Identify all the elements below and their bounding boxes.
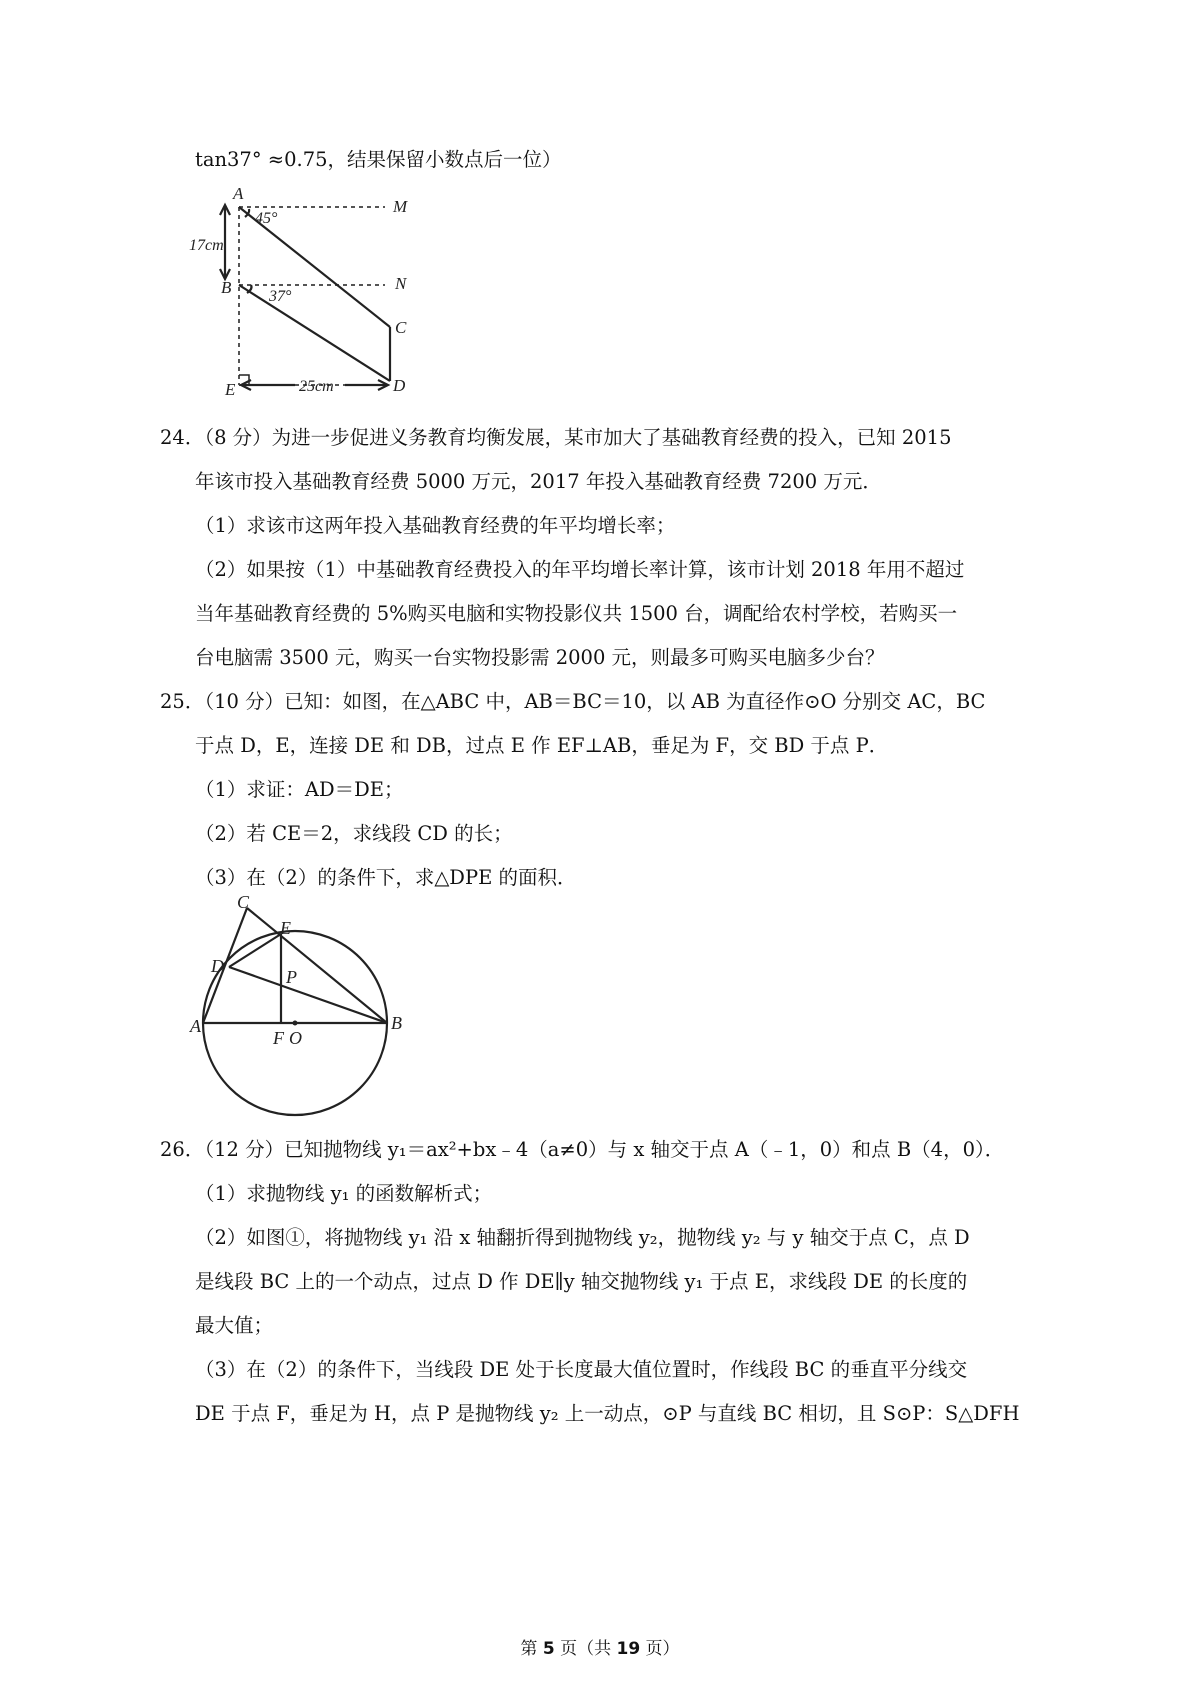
center-point-o <box>293 1021 298 1026</box>
footer-suffix: 页） <box>640 1639 680 1659</box>
label-d: D <box>393 376 406 395</box>
height-label: 17cm <box>189 237 224 254</box>
q25-sub-1: （1）求证：AD＝DE； <box>195 778 404 801</box>
q25-sub-2: （2）若 CE＝2，求线段 CD 的长； <box>195 822 513 845</box>
q24-sub-2-line-3: 台电脑需 3500 元，购买一台实物投影需 2000 元，则最多可购买电脑多少台？ <box>195 646 885 669</box>
footer-mid: 页（共 <box>554 1639 617 1659</box>
q25-sub-3: （3）在（2）的条件下，求△DPE 的面积． <box>195 866 577 889</box>
label-f: F <box>273 1028 284 1048</box>
top-line: tan37° ≈0.75，结果保留小数点后一位） <box>195 148 562 171</box>
q26-sub-3-line-1: （3）在（2）的条件下，当线段 DE 处于长度最大值位置时，作线段 BC 的垂直平分线交 <box>195 1358 968 1381</box>
figure-2-circle-diagram <box>185 888 415 1123</box>
q26-sub-2-line-3: 最大值； <box>195 1314 274 1337</box>
label-e: E <box>225 380 236 399</box>
q25-line-2: 于点 D，E，连接 DE 和 DB，过点 E 作 EF⊥AB，垂足为 F，交 BD 于点 P． <box>195 734 889 757</box>
label-d: D <box>211 956 224 976</box>
q26-sub-3-line-2: DE 于点 F，垂足为 H，点 P 是抛物线 y₂ 上一动点，⊙P 与直线 BC 相切，且 S⊙P：S△DFH <box>195 1402 1020 1425</box>
angle-label-45: 45° <box>255 210 278 227</box>
label-c: C <box>237 892 250 912</box>
q26-sub-2-line-2: 是线段 BC 上的一个动点，过点 D 作 DE∥y 轴交抛物线 y₁ 于点 E，求线段 DE 的长度的 <box>195 1270 968 1293</box>
q25-line-1: 25．（10 分）已知：如图，在△ABC 中，AB＝BC＝10，以 AB 为直径作⊙O 分别交 AC，BC <box>160 690 986 713</box>
footer-page-number: 5 <box>542 1639 555 1659</box>
figure-1-slope-diagram <box>185 185 435 410</box>
line-bd <box>239 285 390 381</box>
q24-sub-2-line-1: （2）如果按（1）中基础教育经费投入的年平均增长率计算，该市计划 2018 年用不超过 <box>195 558 965 581</box>
q24-line-2: 年该市投入基础教育经费 5000 万元，2017 年投入基础教育经费 7200 万元． <box>195 470 882 493</box>
q26-line-1: 26．（12 分）已知抛物线 y₁＝ax²+bx﹣4（a≠0）与 x 轴交于点 A（﹣1，0）和点 B（4，0）． <box>160 1138 1005 1161</box>
label-a: A <box>233 185 244 203</box>
label-o: O <box>289 1028 302 1048</box>
line-ac <box>203 908 247 1023</box>
label-b: B <box>221 278 232 297</box>
width-label: 25cm <box>299 378 334 395</box>
label-c: C <box>395 318 407 337</box>
footer-total-pages: 19 <box>616 1639 641 1659</box>
q24-line-1: 24．（8 分）为进一步促进义务教育均衡发展，某市加大了基础教育经费的投入，已知 2015 <box>160 426 952 449</box>
label-m: M <box>393 197 408 216</box>
angle-label-37: 37° <box>269 288 292 305</box>
q24-sub-2-line-2: 当年基础教育经费的 5%购买电脑和实物投影仪共 1500 台，调配给农村学校，若购买一 <box>195 602 958 625</box>
label-b: B <box>391 1013 402 1033</box>
footer-prefix: 第 <box>520 1639 543 1659</box>
label-a: A <box>190 1016 201 1036</box>
label-n: N <box>395 274 407 293</box>
q24-sub-1: （1）求该市这两年投入基础教育经费的年平均增长率； <box>195 514 676 537</box>
label-e: E <box>280 918 291 938</box>
q26-sub-1: （1）求抛物线 y₁ 的函数解析式； <box>195 1182 493 1205</box>
line-db <box>229 967 387 1023</box>
label-p: P <box>286 967 297 987</box>
q26-sub-2-line-1: （2）如图①，将抛物线 y₁ 沿 x 轴翻折得到抛物线 y₂，抛物线 y₂ 与 y 轴交于点 C，点 D <box>195 1226 970 1249</box>
page-footer <box>0 1634 1200 1659</box>
